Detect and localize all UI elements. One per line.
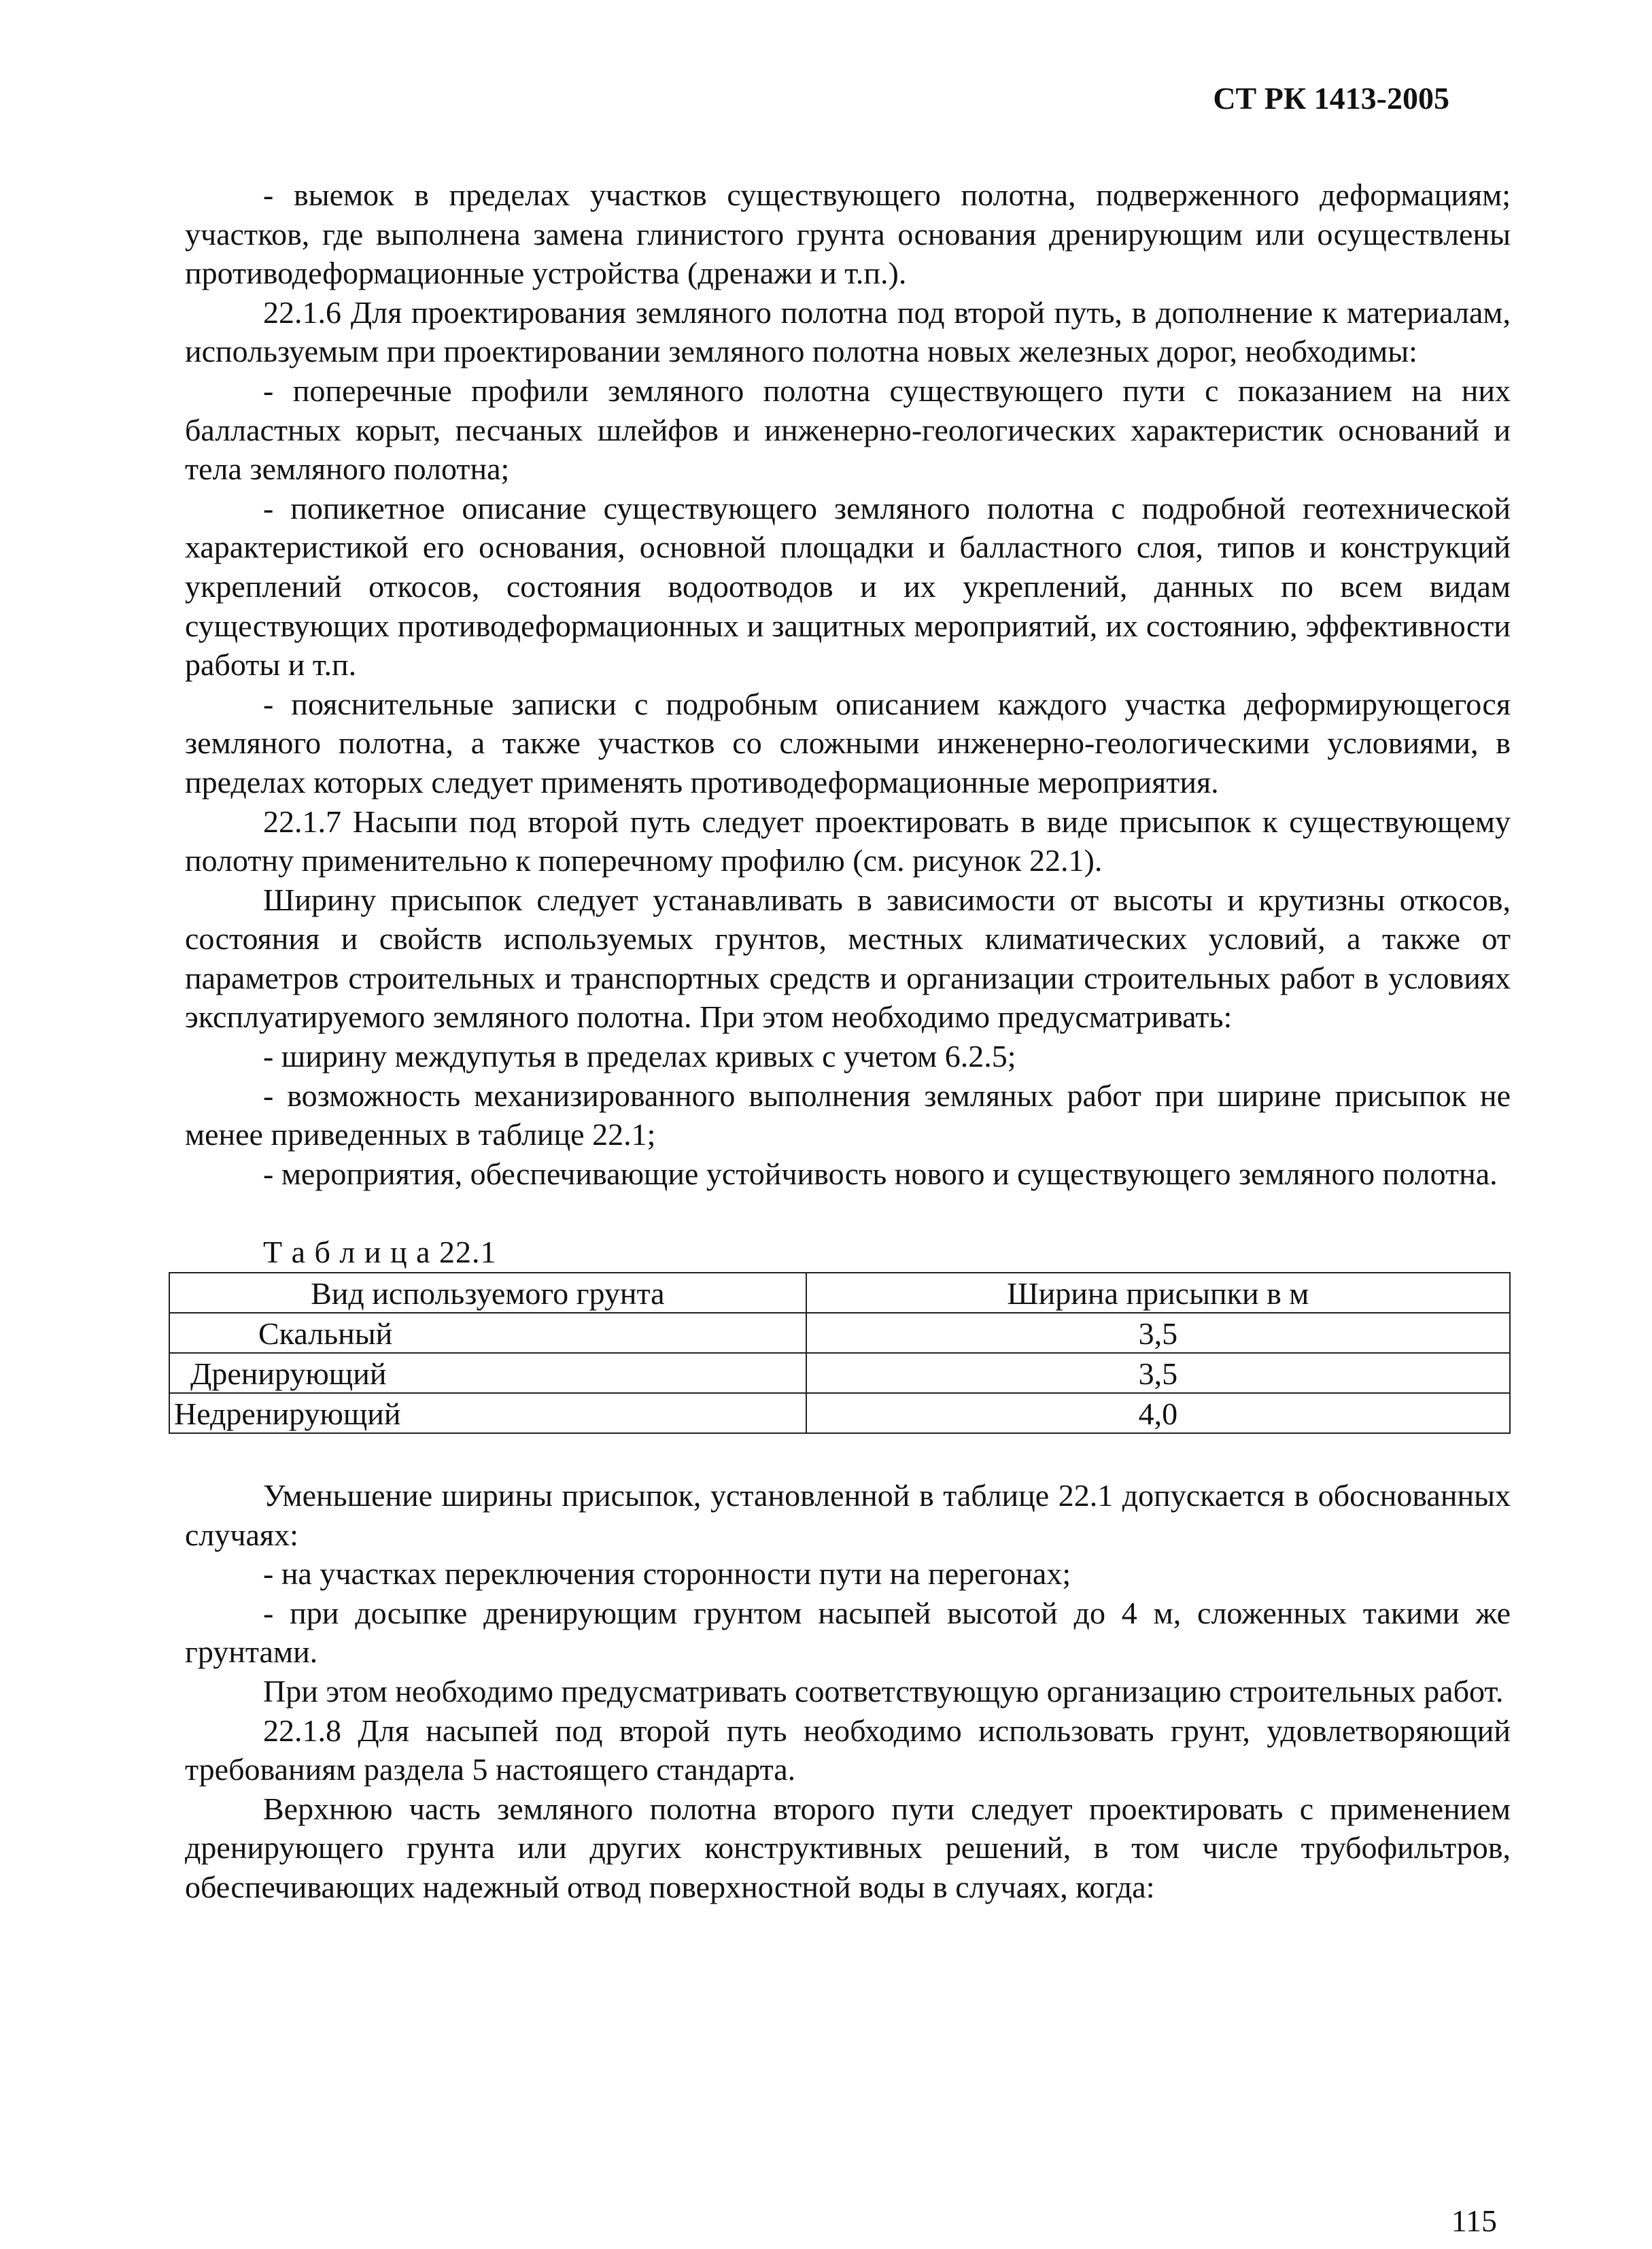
soil-width-table: [169, 1272, 1511, 1434]
document-body: [174, 175, 1511, 1907]
paragraph: - при досыпке дренирующим грунтом насыпей высотой до 4 м, сложенных такими же грунтами.: [185, 1595, 1511, 1670]
paragraph: 22.1.6 Для проектирования земляного полотна под второй путь, в дополнение к материалам, используемым при проектировании земляного полотна новых железных дорог, необходимы:: [185, 294, 1511, 369]
page-number: 115: [1451, 2203, 1497, 2238]
soil-type-cell: Дренирующий: [169, 1353, 806, 1393]
column-header-width: Ширина присыпки в м: [806, 1273, 1510, 1313]
paragraph: 22.1.8 Для насыпей под второй путь необходимо использовать грунт, удовлетворяющий требованиям раздела 5 настоящего стандарта.: [185, 1713, 1511, 1787]
paragraph: - попикетное описание существующего земляного полотна с подробной геотехнической характеристикой его основания, основной площадки и балластного слоя, типов и конструкций укреплений откосов, состояния водоотводов и их укреплений, данных по всем видам существующих противодеформационных и защитных мероприятий, их состоянию, эффективности работы и т.п.: [185, 490, 1511, 683]
paragraph: - пояснительные записки с подробным описанием каждого участка деформирующегося земляного полотна, а также участков со сложными инженерно-геологическими условиями, в пределах которых следует применять противодеформационные мероприятия.: [185, 686, 1511, 800]
table-header-row: [169, 1273, 1510, 1313]
soil-type-cell: Недренирующий: [169, 1393, 806, 1433]
paragraph: Ширину присыпок следует устанавливать в зависимости от высоты и крутизны откосов, состояния и свойств используемых грунтов, местных климатических условий, а также от параметров строительных и транспортных средств и организации строительных работ в условиях эксплуатируемого земляного полотна. При этом необходимо предусматривать:: [185, 882, 1511, 1035]
page-header: СТ РК 1413-2005: [1213, 81, 1449, 116]
paragraph: - возможность механизированного выполнения земляных работ при ширине присыпок не менее приведенных в таблице 22.1;: [185, 1078, 1511, 1152]
width-cell: 4,0: [806, 1393, 1510, 1433]
paragraph: 22.1.7 Насыпи под второй путь следует проектировать в виде присыпок к существующему полотну применительно к поперечному профилю (см. рисунок 22.1).: [185, 804, 1511, 878]
paragraph: - выемок в пределах участков существующего полотна, подверженного деформациям; участков, где выполнена замена глинистого грунта основания дренирующим или осуществлены противодеформационные устройства (дренажи и т.п.).: [185, 177, 1511, 291]
paragraph: Верхнюю часть земляного полотна второго пути следует проектировать с применением дренирующего грунта или других конструктивных решений, в том числе трубофильтров, обеспечивающих надежный отвод поверхностной воды в случаях, когда:: [185, 1791, 1511, 1904]
table-caption: Т а б л и ц а 22.1: [263, 1235, 497, 1270]
paragraph: - поперечные профили земляного полотна существующего пути с показанием на них балластных корыт, песчаных шлейфов и инженерно-геологических характеристик оснований и тела земляного полотна;: [185, 373, 1511, 487]
column-header-soil-type: Вид используемого грунта: [169, 1273, 806, 1313]
paragraph: - ширину междупутья в пределах кривых с учетом 6.2.5;: [263, 1039, 1016, 1074]
paragraph: Уменьшение ширины присыпок, установленной в таблице 22.1 допускается в обоснованных случаях:: [185, 1478, 1511, 1552]
table-row: [169, 1393, 1510, 1433]
paragraph: При этом необходимо предусматривать соответствующую организацию строительных работ.: [263, 1674, 1504, 1709]
table-row: [169, 1313, 1510, 1353]
soil-type-cell: Скальный: [169, 1313, 806, 1353]
table-row: [169, 1353, 1510, 1393]
width-cell: 3,5: [806, 1313, 1510, 1353]
paragraph: - на участках переключения сторонности пути на перегонах;: [263, 1556, 1071, 1592]
width-cell: 3,5: [806, 1353, 1510, 1393]
paragraph: - мероприятия, обеспечивающие устойчивость нового и существующего земляного полотна.: [263, 1156, 1498, 1191]
